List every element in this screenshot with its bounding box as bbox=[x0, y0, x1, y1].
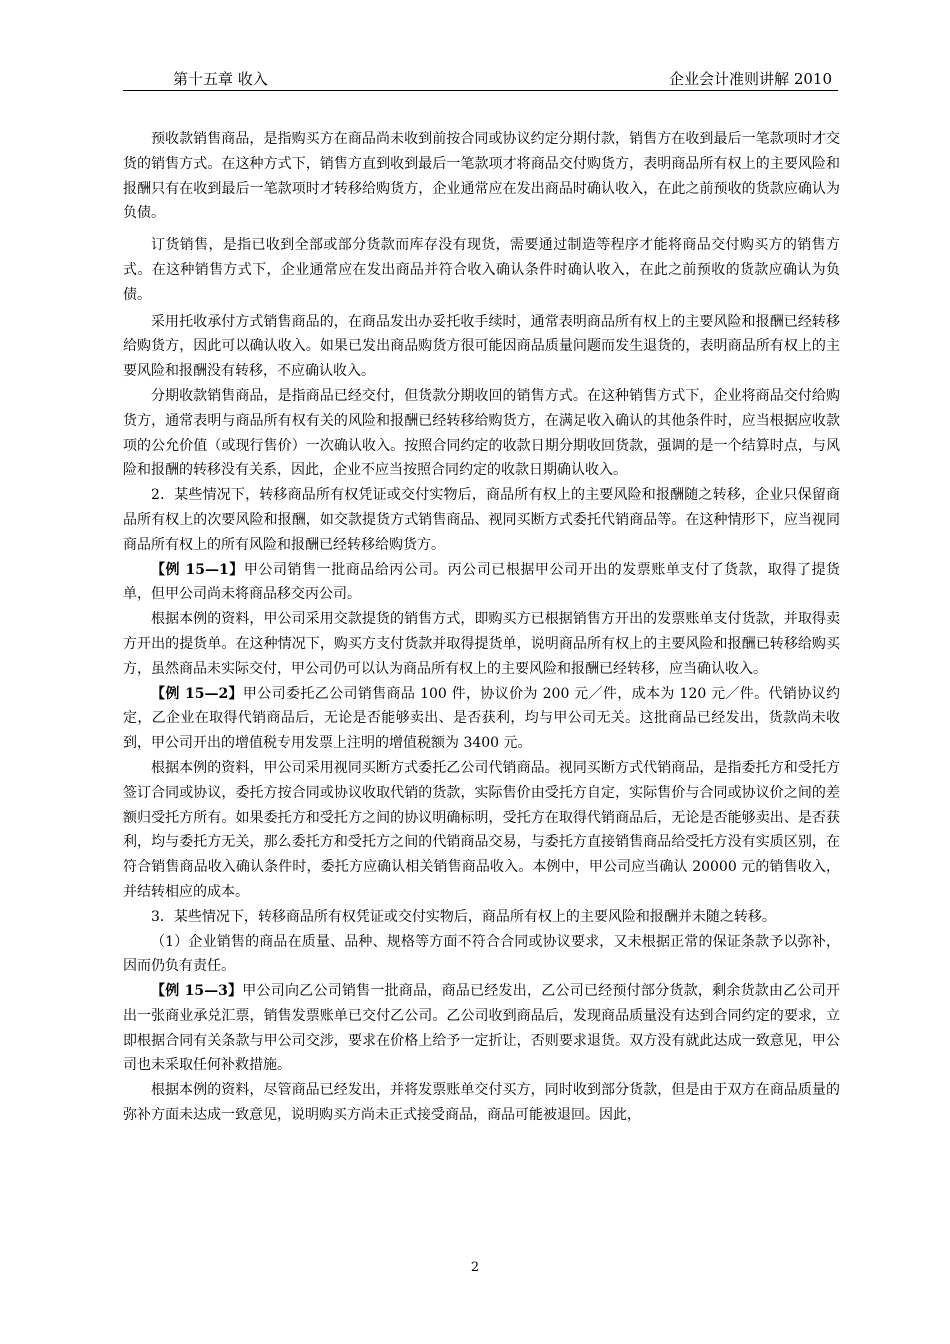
chapter-title: 第十五章 收入 bbox=[173, 70, 268, 88]
paragraph: 根据本例的资料，甲公司采用视同买断方式委托乙公司代销商品。视同买断方式代销商品，是指委托方和受托方签订合同或协议，委托方按合同或协议收取代销的货款，实际售价由受托方自定，实际售价与合同或协议价之间的差额归受托方所有。如果委托方和受托方之间的协议明确标明，受托方在取得代销商品后，无论是否能够卖出、是否获利，均与委托方无关，那么委托方和受托方之间的代销商品交易，与委托方直接销售商品给受托方没有实质区别，在符合销售商品收入确认条件时，委托方应确认相关销售商品收入。本例中，甲公司应当确认 20000 元的销售收入，并结转相应的成本。 bbox=[123, 759, 840, 900]
example-paragraph: 【例 15—3】甲公司向乙公司销售一批商品，商品已经发出，乙公司已经预付部分货款，剩余货款由乙公司开出一张商业承兑汇票，销售发票账单已交付乙公司。乙公司收到商品后，发现商品质量没有达到合同约定的要求，立即根据合同有关条款与甲公司交涉，要求在价格上给予一定折让，否则要求退货。双方没有就此达成一致意见，甲公司也未采取任何补救措施。 bbox=[123, 983, 840, 1074]
body-text bbox=[123, 127, 840, 1128]
example-label: 【例 15—1】 bbox=[151, 561, 244, 578]
paragraph: 3．某些情况下，转移商品所有权凭证或交付实物后，商品所有权上的主要风险和报酬并未随之转移。 bbox=[151, 908, 776, 925]
paragraph: 分期收款销售商品，是指商品已经交付，但货款分期收回的销售方式。在这种销售方式下，企业将商品交付给购货方，通常表明与商品所有权有关的风险和报酬已经转移给购货方，在满足收入确认的其他条件时，应当根据应收款项的公允价值（或现行售价）一次确认收入。按照合同约定的收款日期分期收回货款，强调的是一个结算时点，与风险和报酬的转移没有关系，因此，企业不应当按照合同约定的收款日期确认收入。 bbox=[123, 387, 840, 479]
paragraph: 2．某些情况下，转移商品所有权凭证或交付实物后，商品所有权上的主要风险和报酬随之转移，企业只保留商品所有权上的次要风险和报酬，如交款提货方式销售商品、视同买断方式委托代销商品等。在这种情形下，应当视同商品所有权上的所有风险和报酬已经转移给购货方。 bbox=[123, 487, 840, 553]
example-paragraph: 【例 15—2】甲公司委托乙公司销售商品 100 件，协议价为 200 元／件，成本为 120 元／件。代销协议约定，乙企业在取得代销商品后，无论是否能够卖出、是否获利，均与甲公司无关。这批商品已经发出，货款尚未收到，甲公司开出的增值税专用发票上注明的增值税额为 3400 元。 bbox=[123, 685, 840, 752]
example-label: 【例 15—3】 bbox=[151, 983, 243, 1000]
page-number: 2 bbox=[470, 1260, 480, 1275]
paragraph: 预收款销售商品，是指购买方在商品尚未收到前按合同或协议约定分期付款，销售方在收到最后一笔款项时才交货的销售方式。在这种方式下，销售方直到收到最后一笔款项才将商品交付购货方，表明商品所有权上的主要风险和报酬只有在收到最后一笔款项时才转移给购货方，企业通常应在发出商品时确认收入，在此之前预收的货款应确认为负债。 bbox=[123, 131, 840, 222]
paragraph: 根据本例的资料，甲公司采用交款提货的销售方式，即购买方已根据销售方开出的发票账单支付货款，并取得卖方开出的提货单。在这种情况下，购买方支付货款并取得提货单，说明商品所有权上的主要风险和报酬已转移给购买方，虽然商品未实际交付，甲公司仍可以认为商品所有权上的主要风险和报酬已经转移，应当确认收入。 bbox=[123, 611, 840, 677]
book-title: 企业会计准则讲解 2010 bbox=[669, 70, 832, 88]
paragraph: 订货销售，是指已收到全部或部分货款而库存没有现货，需要通过制造等程序才能将商品交付购买方的销售方式。在这种销售方式下，企业通常应在发出商品并符合收入确认条件时确认收入，在此之前预收的货款应确认为负债。 bbox=[123, 237, 840, 303]
paragraph: 采用托收承付方式销售商品的，在商品发出办妥托收手续时，通常表明商品所有权上的主要风险和报酬已经转移给购货方，因此可以确认收入。如果已发出商品购货方很可能因商品质量问题而发生退货的，表明商品所有权上的主要风险和报酬没有转移，不应确认收入。 bbox=[123, 313, 840, 380]
paragraph: （1）企业销售的商品在质量、品种、规格等方面不符合合同或协议要求，又未根据正常的保证条款予以弥补，因而仍负有责任。 bbox=[123, 933, 840, 975]
paragraph: 根据本例的资料，尽管商品已经发出，并将发票账单交付买方，同时收到部分货款，但是由于双方在商品质量的弥补方面未达成一致意见，说明购买方尚未正式接受商品，商品可能被退回。因此， bbox=[123, 1082, 840, 1124]
example-label: 【例 15—2】 bbox=[151, 685, 243, 702]
example-paragraph: 【例 15—1】甲公司销售一批商品给丙公司。丙公司已根据甲公司开出的发票账单支付了货款，取得了提货单，但甲公司尚未将商品移交丙公司。 bbox=[123, 561, 840, 603]
page-header bbox=[123, 66, 838, 91]
